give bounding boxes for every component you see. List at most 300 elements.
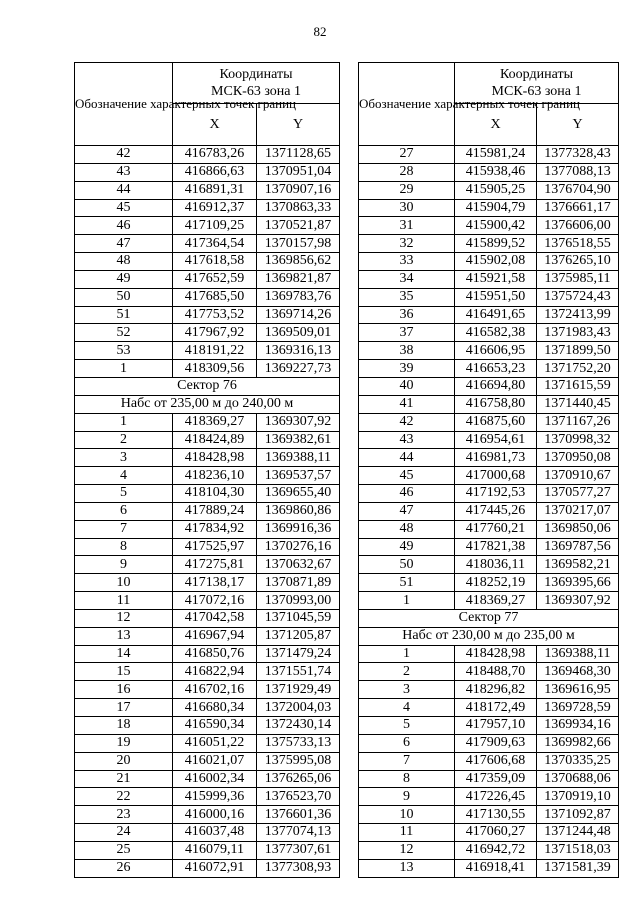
point-number: 3 bbox=[359, 681, 455, 699]
point-number: 43 bbox=[75, 163, 173, 181]
table-row bbox=[75, 592, 340, 610]
table-row bbox=[359, 342, 619, 360]
y-value: 1371205,87 bbox=[257, 627, 340, 645]
x-value: 416072,91 bbox=[173, 859, 257, 877]
point-number: 6 bbox=[75, 502, 173, 520]
header-coordinates-line2: МСК-63 зона 1 bbox=[491, 84, 582, 99]
x-value: 417652,59 bbox=[173, 270, 257, 288]
table-row bbox=[359, 270, 619, 288]
point-number: 19 bbox=[75, 734, 173, 752]
table-row bbox=[359, 841, 619, 859]
table-row bbox=[75, 681, 340, 699]
point-number: 44 bbox=[75, 181, 173, 199]
table-row bbox=[359, 217, 619, 235]
x-value: 418252,19 bbox=[455, 574, 537, 592]
table-row bbox=[359, 556, 619, 574]
x-value: 417226,45 bbox=[455, 788, 537, 806]
point-number: 42 bbox=[75, 146, 173, 164]
x-value: 417138,17 bbox=[173, 574, 257, 592]
y-value: 1369860,86 bbox=[257, 502, 340, 520]
section-label: Набс от 230,00 м до 235,00 м bbox=[359, 627, 619, 645]
header-x: X bbox=[173, 104, 257, 146]
y-value: 1371045,59 bbox=[257, 609, 340, 627]
x-value: 416875,60 bbox=[455, 413, 537, 431]
point-number: 33 bbox=[359, 253, 455, 271]
table-row bbox=[359, 663, 619, 681]
y-value: 1369388,11 bbox=[537, 645, 619, 663]
y-value: 1369856,62 bbox=[257, 253, 340, 271]
y-value: 1370871,89 bbox=[257, 574, 340, 592]
point-number: 7 bbox=[75, 520, 173, 538]
y-value: 1370217,07 bbox=[537, 502, 619, 520]
x-value: 418309,56 bbox=[173, 360, 257, 378]
y-value: 1371479,24 bbox=[257, 645, 340, 663]
x-value: 417060,27 bbox=[455, 824, 537, 842]
table-row bbox=[75, 699, 340, 717]
table-row bbox=[359, 502, 619, 520]
point-number: 46 bbox=[359, 485, 455, 503]
point-number: 11 bbox=[75, 592, 173, 610]
y-value: 1377088,13 bbox=[537, 163, 619, 181]
y-value: 1377308,93 bbox=[257, 859, 340, 877]
section-row bbox=[75, 395, 340, 413]
point-number: 49 bbox=[359, 538, 455, 556]
y-value: 1369509,01 bbox=[257, 324, 340, 342]
header-y: Y bbox=[257, 104, 340, 146]
y-value: 1369850,06 bbox=[537, 520, 619, 538]
point-number: 8 bbox=[359, 770, 455, 788]
y-value: 1370951,04 bbox=[257, 163, 340, 181]
table-row bbox=[359, 235, 619, 253]
x-value: 417364,54 bbox=[173, 235, 257, 253]
section-row bbox=[75, 377, 340, 395]
point-number: 13 bbox=[75, 627, 173, 645]
x-value: 417909,63 bbox=[455, 734, 537, 752]
point-number: 14 bbox=[75, 645, 173, 663]
y-value: 1369316,13 bbox=[257, 342, 340, 360]
y-value: 1370863,33 bbox=[257, 199, 340, 217]
y-value: 1369307,92 bbox=[537, 592, 619, 610]
point-number: 29 bbox=[359, 181, 455, 199]
x-value: 418424,89 bbox=[173, 431, 257, 449]
x-value: 417130,55 bbox=[455, 806, 537, 824]
y-value: 1369582,21 bbox=[537, 556, 619, 574]
point-number: 25 bbox=[75, 841, 173, 859]
x-value: 416954,61 bbox=[455, 431, 537, 449]
x-value: 416582,38 bbox=[455, 324, 537, 342]
x-value: 417359,09 bbox=[455, 770, 537, 788]
point-number: 7 bbox=[359, 752, 455, 770]
table-row bbox=[359, 395, 619, 413]
y-value: 1370907,16 bbox=[257, 181, 340, 199]
header-x: X bbox=[455, 104, 537, 146]
y-value: 1371615,59 bbox=[537, 377, 619, 395]
x-value: 417753,52 bbox=[173, 306, 257, 324]
point-number: 37 bbox=[359, 324, 455, 342]
table-row bbox=[75, 146, 340, 164]
point-number: 48 bbox=[75, 253, 173, 271]
x-value: 415900,42 bbox=[455, 217, 537, 235]
point-number: 13 bbox=[359, 859, 455, 877]
x-value: 416942,72 bbox=[455, 841, 537, 859]
y-value: 1371440,45 bbox=[537, 395, 619, 413]
x-value: 415899,52 bbox=[455, 235, 537, 253]
table-row bbox=[359, 520, 619, 538]
y-value: 1369655,40 bbox=[257, 485, 340, 503]
y-value: 1375733,13 bbox=[257, 734, 340, 752]
y-value: 1376518,55 bbox=[537, 235, 619, 253]
x-value: 418369,27 bbox=[173, 413, 257, 431]
point-number: 45 bbox=[75, 199, 173, 217]
point-number: 15 bbox=[75, 663, 173, 681]
point-number: 20 bbox=[75, 752, 173, 770]
point-number: 34 bbox=[359, 270, 455, 288]
x-value: 417445,26 bbox=[455, 502, 537, 520]
table-row bbox=[75, 627, 340, 645]
table-row bbox=[359, 431, 619, 449]
y-value: 1371929,49 bbox=[257, 681, 340, 699]
point-number: 3 bbox=[75, 449, 173, 467]
point-number: 32 bbox=[359, 235, 455, 253]
point-number: 16 bbox=[75, 681, 173, 699]
table-row bbox=[359, 146, 619, 164]
table-row bbox=[359, 752, 619, 770]
x-value: 418236,10 bbox=[173, 467, 257, 485]
x-value: 415905,25 bbox=[455, 181, 537, 199]
x-value: 417685,50 bbox=[173, 288, 257, 306]
y-value: 1370998,32 bbox=[537, 431, 619, 449]
table-row bbox=[75, 270, 340, 288]
y-value: 1370276,16 bbox=[257, 538, 340, 556]
table-row bbox=[359, 360, 619, 378]
x-value: 417760,21 bbox=[455, 520, 537, 538]
table-row bbox=[75, 520, 340, 538]
section-label: Сектор 76 bbox=[75, 377, 340, 395]
y-value: 1369468,30 bbox=[537, 663, 619, 681]
x-value: 416891,31 bbox=[173, 181, 257, 199]
y-value: 1370688,06 bbox=[537, 770, 619, 788]
header-designation: Обозначение характерных точек границ bbox=[359, 63, 455, 146]
point-number: 17 bbox=[75, 699, 173, 717]
point-number: 51 bbox=[359, 574, 455, 592]
point-number: 10 bbox=[75, 574, 173, 592]
y-value: 1369537,57 bbox=[257, 467, 340, 485]
y-value: 1370577,27 bbox=[537, 485, 619, 503]
point-number: 45 bbox=[359, 467, 455, 485]
page-number: 82 bbox=[313, 24, 327, 39]
x-value: 416783,26 bbox=[173, 146, 257, 164]
table-row bbox=[75, 717, 340, 735]
point-number: 50 bbox=[75, 288, 173, 306]
table-row bbox=[75, 734, 340, 752]
point-number: 46 bbox=[75, 217, 173, 235]
y-value: 1369787,56 bbox=[537, 538, 619, 556]
y-value: 1372004,03 bbox=[257, 699, 340, 717]
x-value: 417967,92 bbox=[173, 324, 257, 342]
table-row bbox=[359, 734, 619, 752]
point-number: 2 bbox=[359, 663, 455, 681]
y-value: 1370910,67 bbox=[537, 467, 619, 485]
point-number: 47 bbox=[359, 502, 455, 520]
table-row bbox=[75, 663, 340, 681]
header-y: Y bbox=[537, 104, 619, 146]
y-value: 1369382,61 bbox=[257, 431, 340, 449]
header-coordinates-line2: МСК-63 зона 1 bbox=[211, 84, 301, 99]
x-value: 416680,34 bbox=[173, 699, 257, 717]
point-number: 10 bbox=[359, 806, 455, 824]
x-value: 417275,81 bbox=[173, 556, 257, 574]
table-row bbox=[75, 788, 340, 806]
x-value: 415904,79 bbox=[455, 199, 537, 217]
table-row bbox=[75, 235, 340, 253]
x-value: 418488,70 bbox=[455, 663, 537, 681]
x-value: 416694,80 bbox=[455, 377, 537, 395]
x-value: 417889,24 bbox=[173, 502, 257, 520]
table-row bbox=[75, 181, 340, 199]
x-value: 416866,63 bbox=[173, 163, 257, 181]
table-row bbox=[359, 538, 619, 556]
coordinates-table-right bbox=[358, 62, 619, 878]
point-number: 44 bbox=[359, 449, 455, 467]
x-value: 417618,58 bbox=[173, 253, 257, 271]
table-body-left bbox=[75, 146, 340, 878]
point-number: 36 bbox=[359, 306, 455, 324]
x-value: 418369,27 bbox=[455, 592, 537, 610]
table-row bbox=[359, 288, 619, 306]
x-value: 416590,34 bbox=[173, 717, 257, 735]
table-row bbox=[75, 413, 340, 431]
x-value: 416850,76 bbox=[173, 645, 257, 663]
table-row bbox=[75, 324, 340, 342]
table-row bbox=[359, 788, 619, 806]
table-row bbox=[359, 574, 619, 592]
point-number: 9 bbox=[359, 788, 455, 806]
x-value: 416491,65 bbox=[455, 306, 537, 324]
point-number: 51 bbox=[75, 306, 173, 324]
point-number: 9 bbox=[75, 556, 173, 574]
x-value: 416702,16 bbox=[173, 681, 257, 699]
table-row bbox=[359, 163, 619, 181]
table-row bbox=[75, 306, 340, 324]
table-row bbox=[75, 360, 340, 378]
point-number: 22 bbox=[75, 788, 173, 806]
header-coordinates-line1: Координаты bbox=[219, 67, 293, 82]
table-row bbox=[359, 770, 619, 788]
table-row bbox=[75, 467, 340, 485]
table-row bbox=[75, 645, 340, 663]
table-row bbox=[75, 253, 340, 271]
table-row bbox=[75, 288, 340, 306]
x-value: 416822,94 bbox=[173, 663, 257, 681]
x-value: 418191,22 bbox=[173, 342, 257, 360]
y-value: 1372413,99 bbox=[537, 306, 619, 324]
y-value: 1370521,87 bbox=[257, 217, 340, 235]
y-value: 1376265,06 bbox=[257, 770, 340, 788]
table-row bbox=[359, 824, 619, 842]
y-value: 1376704,90 bbox=[537, 181, 619, 199]
x-value: 415921,58 bbox=[455, 270, 537, 288]
point-number: 53 bbox=[75, 342, 173, 360]
x-value: 417192,53 bbox=[455, 485, 537, 503]
x-value: 417109,25 bbox=[173, 217, 257, 235]
x-value: 416079,11 bbox=[173, 841, 257, 859]
y-value: 1369982,66 bbox=[537, 734, 619, 752]
table-row bbox=[359, 306, 619, 324]
table-row bbox=[75, 806, 340, 824]
table-row bbox=[75, 502, 340, 520]
y-value: 1370335,25 bbox=[537, 752, 619, 770]
x-value: 418428,98 bbox=[455, 645, 537, 663]
point-number: 41 bbox=[359, 395, 455, 413]
table-row bbox=[359, 485, 619, 503]
point-number: 23 bbox=[75, 806, 173, 824]
point-number: 5 bbox=[359, 717, 455, 735]
point-number: 6 bbox=[359, 734, 455, 752]
point-number: 11 bbox=[359, 824, 455, 842]
table-row bbox=[359, 449, 619, 467]
point-number: 35 bbox=[359, 288, 455, 306]
point-number: 38 bbox=[359, 342, 455, 360]
y-value: 1376265,10 bbox=[537, 253, 619, 271]
y-value: 1369388,11 bbox=[257, 449, 340, 467]
point-number: 27 bbox=[359, 146, 455, 164]
x-value: 418172,49 bbox=[455, 699, 537, 717]
y-value: 1371092,87 bbox=[537, 806, 619, 824]
y-value: 1369728,59 bbox=[537, 699, 619, 717]
y-value: 1377328,43 bbox=[537, 146, 619, 164]
table-row bbox=[359, 699, 619, 717]
table-row bbox=[359, 253, 619, 271]
x-value: 416606,95 bbox=[455, 342, 537, 360]
y-value: 1371128,65 bbox=[257, 146, 340, 164]
table-row bbox=[75, 199, 340, 217]
point-number: 28 bbox=[359, 163, 455, 181]
y-value: 1371518,03 bbox=[537, 841, 619, 859]
y-value: 1370993,00 bbox=[257, 592, 340, 610]
x-value: 415981,24 bbox=[455, 146, 537, 164]
point-number: 8 bbox=[75, 538, 173, 556]
point-number: 43 bbox=[359, 431, 455, 449]
point-number: 18 bbox=[75, 717, 173, 735]
point-number: 2 bbox=[75, 431, 173, 449]
section-row bbox=[359, 627, 619, 645]
y-value: 1376601,36 bbox=[257, 806, 340, 824]
x-value: 416002,34 bbox=[173, 770, 257, 788]
x-value: 416981,73 bbox=[455, 449, 537, 467]
point-number: 5 bbox=[75, 485, 173, 503]
table-body-right bbox=[359, 146, 619, 878]
y-value: 1375724,43 bbox=[537, 288, 619, 306]
table-row bbox=[75, 609, 340, 627]
point-number: 4 bbox=[75, 467, 173, 485]
y-value: 1371551,74 bbox=[257, 663, 340, 681]
y-value: 1371899,50 bbox=[537, 342, 619, 360]
table-row bbox=[75, 485, 340, 503]
point-number: 24 bbox=[75, 824, 173, 842]
y-value: 1371983,43 bbox=[537, 324, 619, 342]
table-row bbox=[359, 645, 619, 663]
x-value: 416021,07 bbox=[173, 752, 257, 770]
y-value: 1371167,26 bbox=[537, 413, 619, 431]
section-label: Сектор 77 bbox=[359, 609, 619, 627]
x-value: 416653,23 bbox=[455, 360, 537, 378]
y-value: 1369916,36 bbox=[257, 520, 340, 538]
table-row bbox=[359, 806, 619, 824]
table-row bbox=[359, 592, 619, 610]
y-value: 1376661,17 bbox=[537, 199, 619, 217]
table-row bbox=[75, 217, 340, 235]
y-value: 1370919,10 bbox=[537, 788, 619, 806]
y-value: 1369783,76 bbox=[257, 288, 340, 306]
point-number: 12 bbox=[359, 841, 455, 859]
y-value: 1369714,26 bbox=[257, 306, 340, 324]
point-number: 21 bbox=[75, 770, 173, 788]
y-value: 1370950,08 bbox=[537, 449, 619, 467]
x-value: 417525,97 bbox=[173, 538, 257, 556]
y-value: 1375995,08 bbox=[257, 752, 340, 770]
table-row bbox=[75, 824, 340, 842]
coordinates-table-left bbox=[74, 62, 340, 878]
x-value: 418036,11 bbox=[455, 556, 537, 574]
y-value: 1376523,70 bbox=[257, 788, 340, 806]
point-number: 31 bbox=[359, 217, 455, 235]
table-row bbox=[75, 163, 340, 181]
point-number: 26 bbox=[75, 859, 173, 877]
x-value: 416918,41 bbox=[455, 859, 537, 877]
point-number: 39 bbox=[359, 360, 455, 378]
x-value: 416912,37 bbox=[173, 199, 257, 217]
x-value: 417834,92 bbox=[173, 520, 257, 538]
table-row bbox=[75, 431, 340, 449]
y-value: 1369821,87 bbox=[257, 270, 340, 288]
x-value: 418296,82 bbox=[455, 681, 537, 699]
table-row bbox=[75, 752, 340, 770]
table-row bbox=[359, 199, 619, 217]
table-row bbox=[359, 324, 619, 342]
table-row bbox=[75, 449, 340, 467]
point-number: 30 bbox=[359, 199, 455, 217]
y-value: 1377074,13 bbox=[257, 824, 340, 842]
y-value: 1369616,95 bbox=[537, 681, 619, 699]
section-row bbox=[359, 609, 619, 627]
table-row bbox=[75, 538, 340, 556]
point-number: 50 bbox=[359, 556, 455, 574]
point-number: 4 bbox=[359, 699, 455, 717]
section-label: Набс от 235,00 м до 240,00 м bbox=[75, 395, 340, 413]
x-value: 415999,36 bbox=[173, 788, 257, 806]
table-row bbox=[359, 467, 619, 485]
x-value: 415951,50 bbox=[455, 288, 537, 306]
y-value: 1369307,92 bbox=[257, 413, 340, 431]
y-value: 1369934,16 bbox=[537, 717, 619, 735]
header-coordinates-line1: Координаты bbox=[500, 67, 573, 82]
point-number: 12 bbox=[75, 609, 173, 627]
table-row bbox=[359, 717, 619, 735]
table-row bbox=[359, 859, 619, 877]
y-value: 1372430,14 bbox=[257, 717, 340, 735]
table-row bbox=[75, 859, 340, 877]
point-number: 52 bbox=[75, 324, 173, 342]
y-value: 1375985,11 bbox=[537, 270, 619, 288]
y-value: 1371752,20 bbox=[537, 360, 619, 378]
point-number: 49 bbox=[75, 270, 173, 288]
table-row bbox=[75, 556, 340, 574]
y-value: 1369395,66 bbox=[537, 574, 619, 592]
x-value: 415902,08 bbox=[455, 253, 537, 271]
x-value: 417606,68 bbox=[455, 752, 537, 770]
x-value: 416051,22 bbox=[173, 734, 257, 752]
x-value: 416037,48 bbox=[173, 824, 257, 842]
